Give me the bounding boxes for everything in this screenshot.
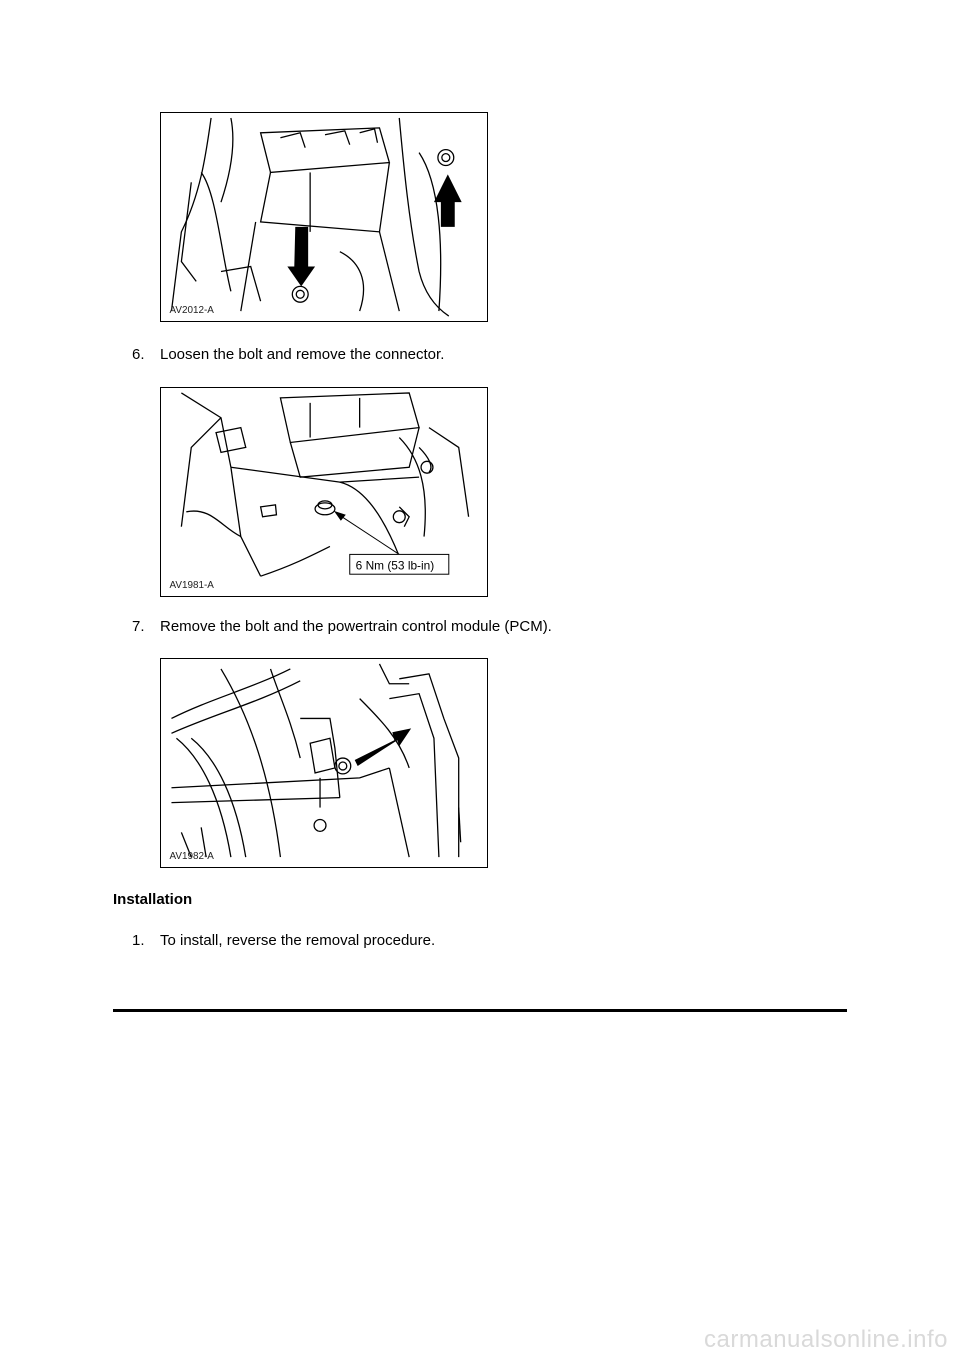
figure-av1981 <box>160 387 488 597</box>
watermark: carmanualsonline.info <box>704 1326 948 1353</box>
step-text: To install, reverse the removal procedure. <box>160 932 436 949</box>
figure-id: AV1981-A <box>169 580 214 592</box>
installation-step-1 <box>132 932 435 950</box>
step-number: 6. <box>132 346 145 363</box>
step-7 <box>132 618 552 636</box>
figure-av1982 <box>160 658 488 868</box>
torque-callout: 6 Nm (53 lb-in) <box>355 558 435 573</box>
step-number: 1. <box>132 932 145 949</box>
pcm-removal-illustration <box>161 659 487 867</box>
step-text: Loosen the bolt and remove the connector. <box>160 346 445 363</box>
figure-id: AV1982-A <box>169 851 214 863</box>
step-text: Remove the bolt and the powertrain control module (PCM). <box>160 618 552 635</box>
pcm-bracket-illustration <box>161 113 487 321</box>
step-number: 7. <box>132 618 145 635</box>
step-6 <box>132 346 444 364</box>
connector-bolt-illustration <box>161 388 487 596</box>
section-divider <box>113 1009 847 1012</box>
section-heading-installation: Installation <box>113 891 193 908</box>
figure-id: AV2012-A <box>169 305 214 317</box>
figure-av2012 <box>160 112 488 322</box>
